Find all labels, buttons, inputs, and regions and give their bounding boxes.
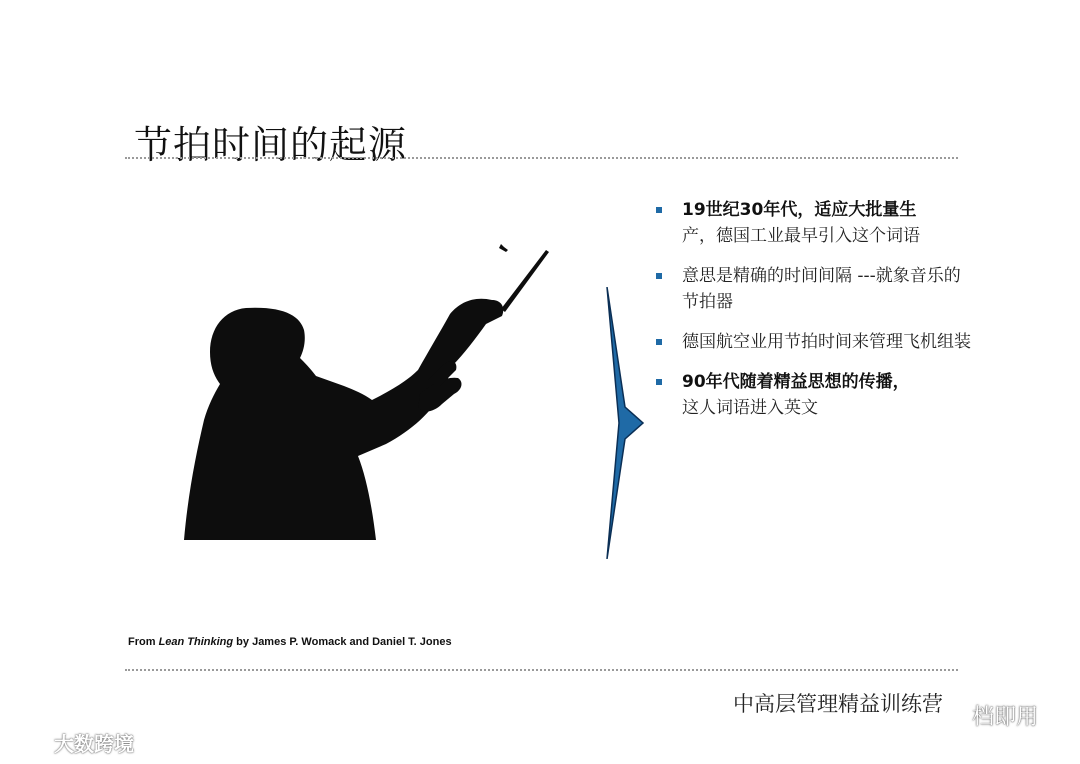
conductor-photo: [176, 244, 556, 540]
watermark-left: [10, 728, 134, 757]
title-divider: [125, 157, 958, 159]
bullet-square-icon: [656, 379, 662, 385]
bullet-text: 这人词语进入英文: [682, 398, 818, 418]
watermark-right: [932, 700, 1038, 731]
watermark-left-text: 大数跨境: [54, 732, 134, 756]
source-book: Lean Thinking: [158, 636, 234, 648]
wechat-icon: [932, 701, 966, 731]
brand-logo-icon: [10, 731, 50, 755]
bullet-item: [655, 263, 975, 315]
bullet-text: 产，德国工业最早引入这个词语: [682, 226, 920, 246]
bullet-item: [655, 329, 975, 355]
source-citation: [128, 636, 452, 648]
chevron-right-arrow-icon: [605, 287, 645, 559]
bullet-item: [655, 197, 975, 249]
slide-title: 节拍时间的起源: [134, 123, 408, 167]
bullet-bold-text: 90年代随着精益思想的传播，: [682, 372, 910, 392]
source-prefix: From: [128, 636, 159, 648]
watermark-right-text: 档即用: [972, 705, 1039, 730]
bullet-bold-text: 19世纪30年代，适应大批量生: [682, 200, 917, 220]
bullet-item: [655, 369, 975, 421]
footer-divider: [125, 669, 958, 671]
bullet-square-icon: [656, 207, 662, 213]
bullet-square-icon: [656, 339, 662, 345]
source-suffix: by James P. Womack and Daniel T. Jones: [233, 636, 452, 648]
bullet-square-icon: [656, 273, 662, 279]
bullet-text: 德国航空业用节拍时间来管理飞机组装: [682, 332, 971, 352]
footer-text: 中高层管理精益训练营: [733, 692, 943, 716]
bullet-text: 意思是精确的时间间隔 ---就象音乐的节拍器: [682, 266, 961, 312]
bullet-list: [655, 197, 975, 435]
